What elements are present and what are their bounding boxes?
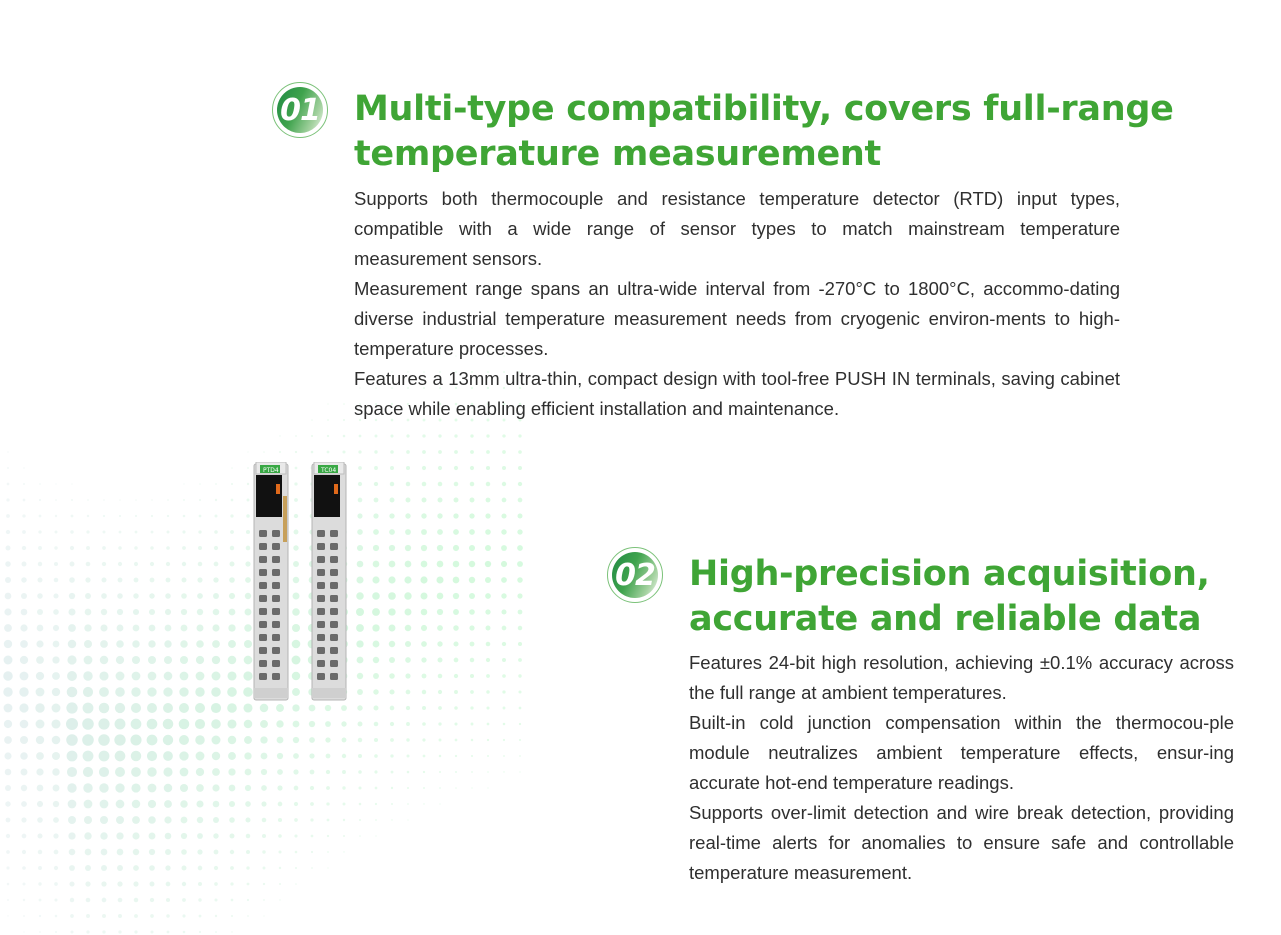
ptd4-module-label: PTD4 (263, 467, 279, 474)
section-1-number-badge (272, 82, 328, 138)
section-2-number: 02 (615, 557, 655, 593)
section-2-body (689, 648, 1234, 888)
section-1-body (354, 184, 1120, 424)
section-2-number-badge (607, 547, 663, 603)
section-1-paragraph: Measurement range spans an ultra-wide interval from -270°C to 1800°C, accommo-dating diverse industrial temperature measurement needs from cryogenic environ-ments to high-temperature processes. (354, 278, 1120, 359)
section-1-title-line-1: Multi-type compatibility, covers full-range (354, 89, 1174, 129)
section-1-paragraph: Features a 13mm ultra-thin, compact design with tool-free PUSH IN terminals, saving cabinet space while enabling efficient installation and maintenance. (354, 368, 1120, 419)
section-1-number: 01 (280, 92, 320, 128)
section-1-paragraph: Supports both thermocouple and resistance temperature detector (RTD) input types, compatible with a wide range of sensor types to match mainstream temperature measurement sensors. (354, 188, 1120, 269)
ptd4-module-image (252, 462, 290, 702)
section-2-title-line-1: High-precision acquisition, (689, 554, 1210, 594)
section-1-title-line-2: temperature measurement (354, 134, 881, 174)
section-1-title (354, 87, 1174, 177)
section-2-title (689, 552, 1210, 642)
section-2-paragraph: Supports over-limit detection and wire break detection, providing real-time alerts for anomalies to ensure safe and controllable temperature measurement. (689, 802, 1234, 883)
section-2-paragraph: Features 24-bit high resolution, achieving ±0.1% accuracy across the full range at ambient temperatures. (689, 652, 1234, 703)
section-2-paragraph: Built-in cold junction compensation within the thermocou-ple module neutralizes ambient temperature effects, ensur-ing accurate hot-end temperature readings. (689, 712, 1234, 793)
tc04-module-label: TC04 (321, 467, 337, 474)
tc04-module-image (310, 462, 348, 702)
section-2-title-line-2: accurate and reliable data (689, 599, 1202, 639)
